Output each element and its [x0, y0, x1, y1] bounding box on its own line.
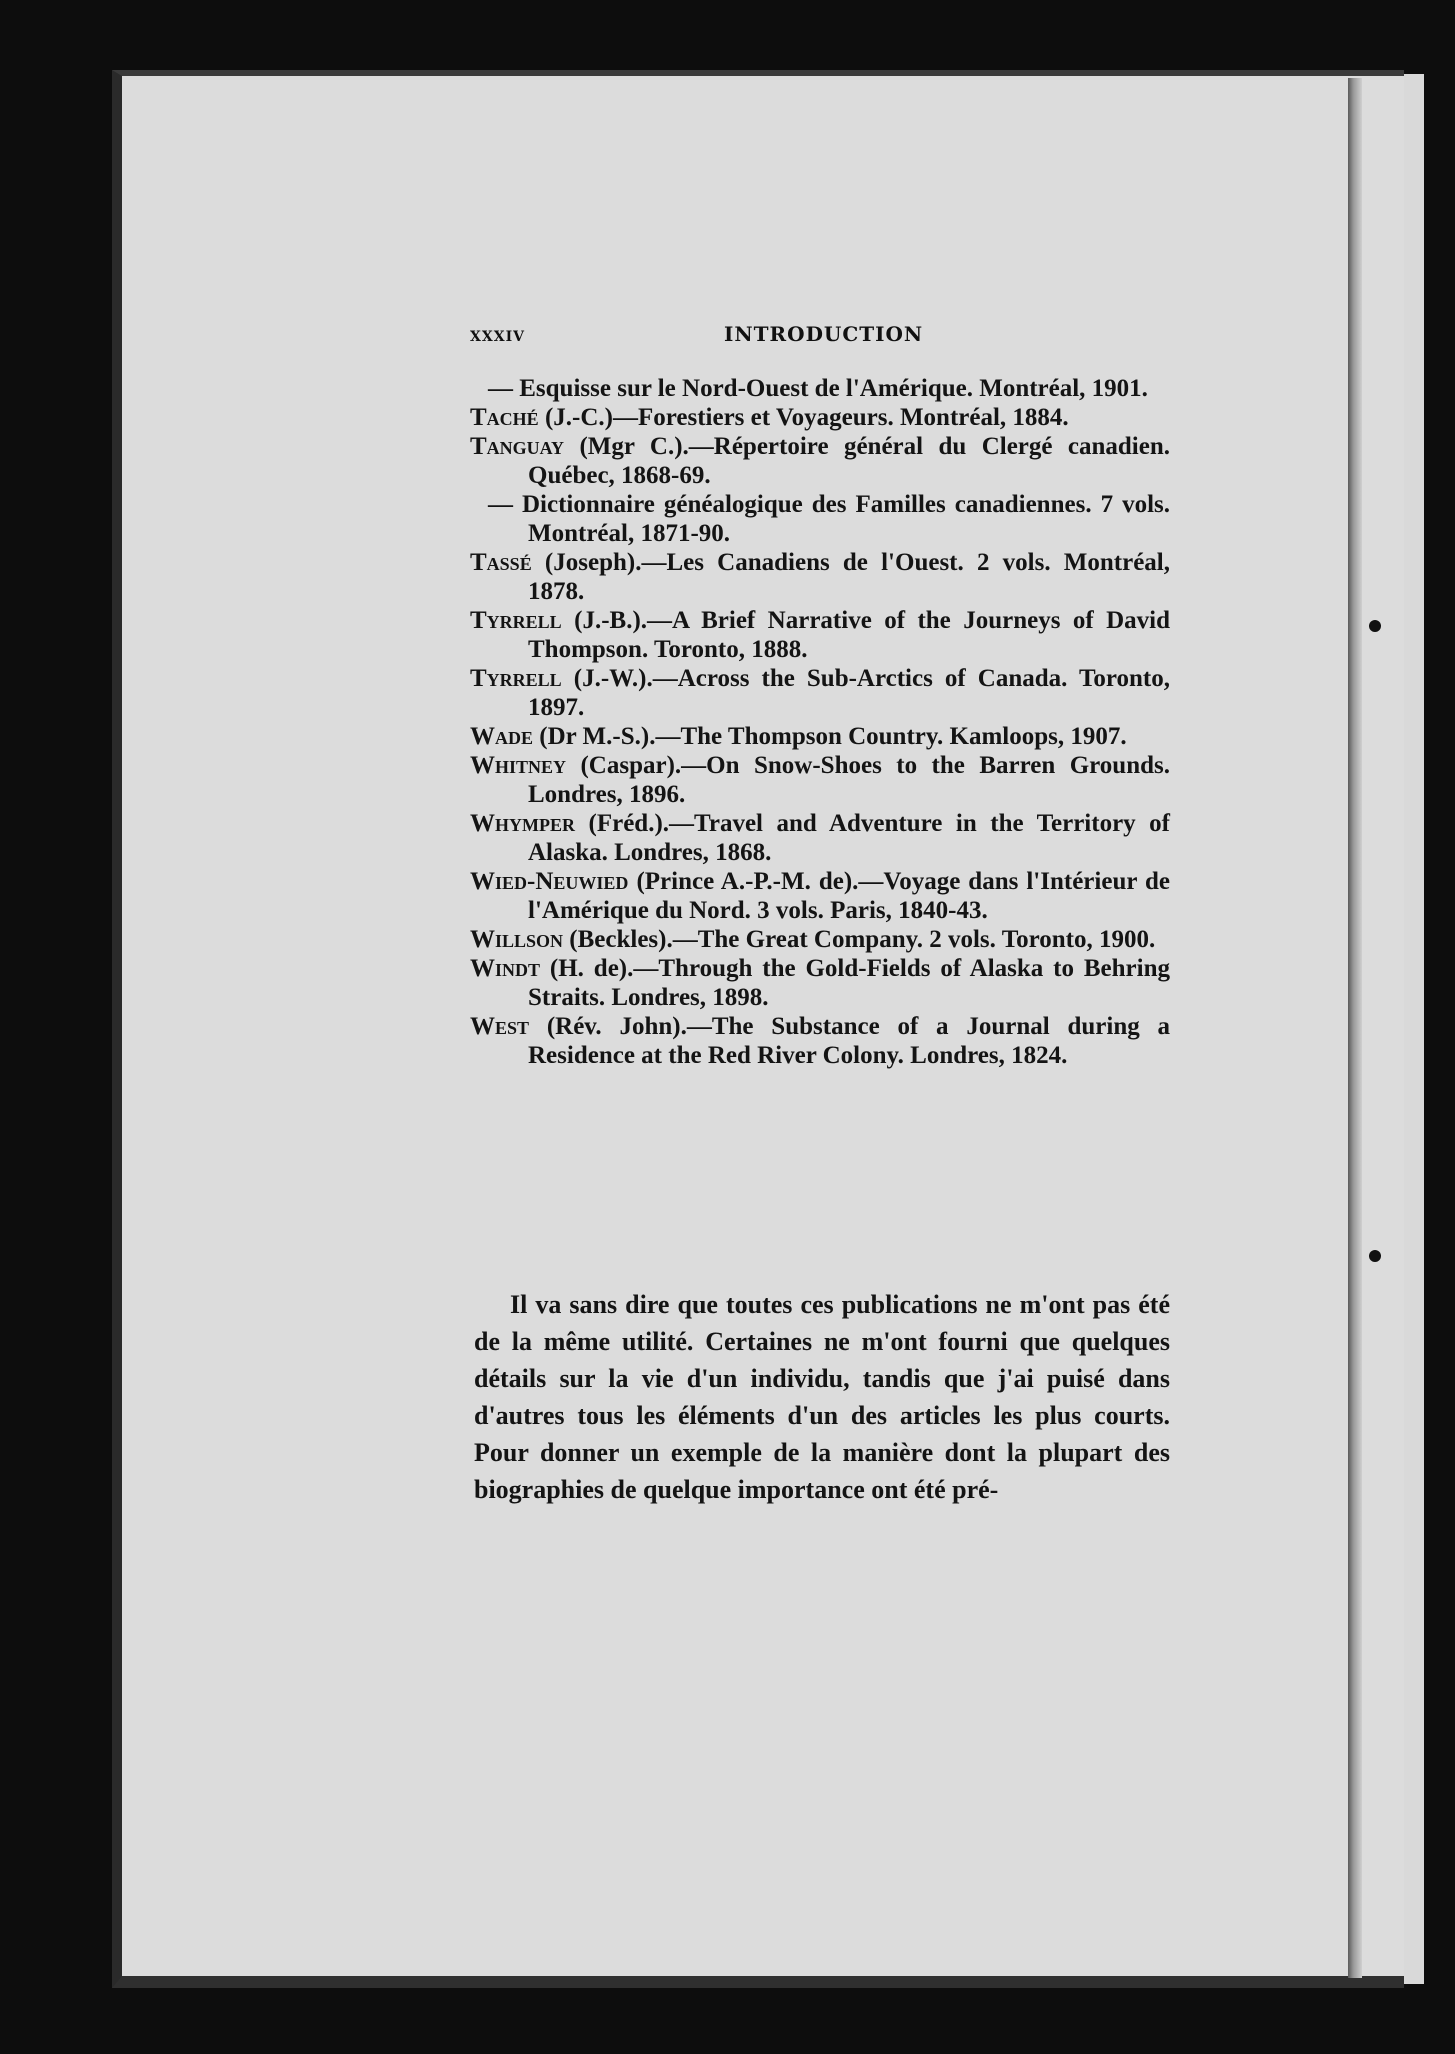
- bibliography-entry: Tyrrell (J.-W.).—Across the Sub-Arctics of Canada. Toronto, 1897.: [470, 665, 1170, 721]
- running-title: INTRODUCTION: [724, 322, 924, 346]
- bibliography-entry: Whymper (Fréd.).—Travel and Adventure in the Territory of Alaska. Londres, 1868.: [470, 810, 1170, 866]
- page-number: xxxiv: [470, 322, 525, 346]
- bibliography-entry: — Dictionnaire généalogique des Familles canadiennes. 7 vols. Montréal, 1871-90.: [488, 491, 1170, 547]
- bibliography-entry: Willson (Beckles).—The Great Company. 2 vols. Toronto, 1900.: [470, 926, 1156, 953]
- bibliography-entry: Tyrrell (J.-B.).—A Brief Narrative of the Journeys of David Thompson. Toronto, 1888.: [470, 607, 1170, 663]
- bibliography-list: [470, 374, 1170, 1070]
- bibliography-entry: Whitney (Caspar).—On Snow-Shoes to the Barren Grounds. Londres, 1896.: [470, 752, 1171, 808]
- margin-mark: [1369, 620, 1381, 632]
- bibliography-entry: Tassé (Joseph).—Les Canadiens de l'Ouest. 2 vols. Montréal, 1878.: [470, 549, 1171, 605]
- bibliography-entry: Wade (Dr M.-S.).—The Thompson Country. Kamloops, 1907.: [470, 723, 1127, 750]
- bibliography-entry: Tanguay (Mgr C.).—Répertoire général du Clergé canadien. Québec, 1868-69.: [470, 433, 1170, 489]
- page-gutter-shadow: [1348, 78, 1362, 1978]
- bibliography-entry: West (Rév. John).—The Substance of a Journal during a Residence at the Red River Colony. Londres, 1824.: [470, 1013, 1171, 1069]
- body-paragraph: Il va sans dire que toutes ces publications ne m'ont pas été de la même utilité. Certaines ne m'ont fourni que quelques détails sur la vie d'un individu, tandis que j'ai puisé dans d'autres tous les éléments d'un des articles les plus courts. Pour donner un exemple de la manière dont la plupart des biographies de quelque importance ont été pré-: [474, 1290, 1170, 1504]
- bibliography-entry: — Esquisse sur le Nord-Ouest de l'Amérique. Montréal, 1901.: [488, 375, 1148, 402]
- bibliography-entry: Taché (J.-C.)—Forestiers et Voyageurs. Montréal, 1884.: [470, 404, 1069, 431]
- bibliography-entry: Wied-Neuwied (Prince A.-P.-M. de).—Voyage dans l'Intérieur de l'Amérique du Nord. 3 vols. Paris, 1840-43.: [470, 868, 1171, 924]
- bibliography-entry: Windt (H. de).—Through the Gold-Fields of Alaska to Behring Straits. Londres, 1898.: [470, 955, 1170, 1011]
- margin-mark: [1369, 1250, 1381, 1262]
